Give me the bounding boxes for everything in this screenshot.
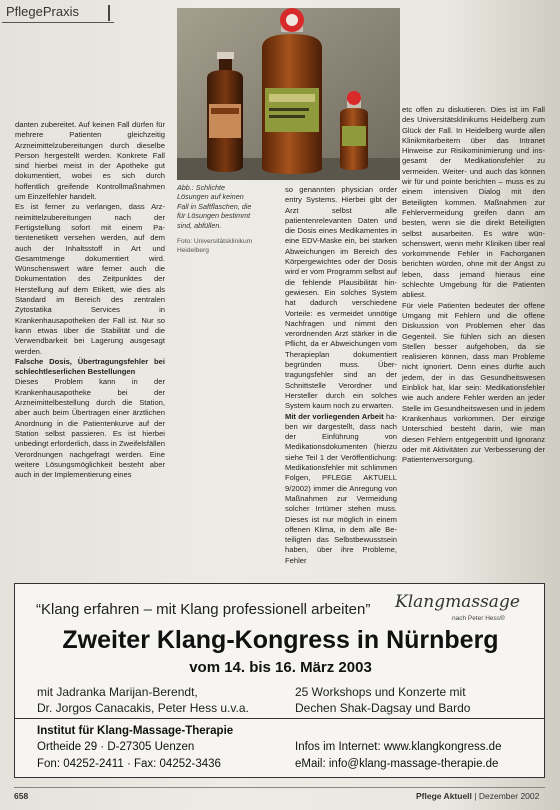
col3-para-1: etc offen zu diskutieren. Dies ist im Fall des Universitätsklinikums Heidelberg zum Glück der Fall. In Heidelberg wurde allen Klinikmitarbeitern über das Intranet Hinweise zur Risikominimierung und insgesamt der Medikationsfehler zu vermeiden. Weiter- und auch das können wir für und pointe berichten – muss es zu einem intensiven Dialog mit den Beteiligten kommen. Maßnahmen zur Fehlervermeidung greifen dann am besten, wenn sie die direkt Beteiligten selbst ausarbeiten. Es wäre wünschenswert, wenn mehr Kliniken über real vorkommende Fehler in Fachorganen berichten würden, ohne mit der Angst zu leben, dass jemand hieraus eine schlechte Umgebung für die Patienten abliest. — [402, 105, 545, 300]
ad-brand-logo: Klangmassage — [395, 592, 520, 612]
ad-institute-phone: Fon: 04252-2411 · Fax: 04252-3436 — [37, 758, 221, 770]
footer-magazine: Pflege Aktuell — [416, 791, 472, 801]
col1-para-3: Dieses Problem kann in der Krankenhausapotheke bei der Arzneimittelbestellung durch die Station, aber auch beim Übertragen einer ärztlichen Anordnung in die Patientenkurve auf der Station selbst passieren. Es ist hierbei unbedingt erforderlich, dass in Zweifelsfällen Verordnungen nachgefragt werden. Eine weitere Lösungsmöglichkeit besteht aber auch in der Implementierung eines — [15, 377, 165, 480]
article-column-2 — [285, 185, 397, 566]
ad-slogan: “Klang erfahren – mit Klang professionell arbeiten” — [36, 601, 371, 618]
photo-caption: Abb.: Schlichte Lösungen auf keinen Fall in Saftflaschen, die für Lösungen bestimmt sind, abfüllen. — [177, 183, 252, 230]
ad-contact-box — [15, 718, 544, 778]
ad-website-link[interactable]: Infos im Internet: www.klangkongress.de — [295, 741, 502, 753]
footer-separator: | — [474, 791, 477, 801]
footer-rule — [14, 787, 545, 788]
col1-para-1: danten zubereitet. Auf keinen Fall dürfen für mehrere Patienten gleichzeitig Arzneimittelzubereitungen durch dieselbe Person hergestellt werden. Konkrete Fall sind hierbei meist in der Apotheke gut dokumentiert, wobei es sich durch hoffentlich greifende Kontrollmaßnahmen um Einzelfehler handelt. — [15, 120, 165, 202]
section-bar — [108, 5, 110, 21]
col1-para-2: Es ist ferner zu verlangen, dass Arzneimittelzubereitungen nach der Fertigstellung sofort mit einem Patientenetikett versehen werden, auf dem auch der Inhaltsstoff in Art und Gesamtmenge dokumentiert wird. Wünschenswert wäre ferner auch die Dokumentation des Zeitpunktes der Herstellung auf dem Etikett, wie dies als Standard im Bereich des zentralen Zytostatika Services in Krankenhausapotheken der Fall ist. Nur so kann etwas über die Stabilität und die Verwendbarkeit bei Lagerung ausgesagt werden. — [15, 202, 165, 356]
footer-issue: Dezember 2002 — [478, 791, 540, 801]
page-number: 658 — [14, 791, 29, 801]
klang-kongress-advertisement — [14, 583, 545, 778]
section-header — [2, 2, 114, 23]
ad-speakers-line-2: Dr. Jorgos Canacakis, Peter Hess u.v.a. — [37, 701, 249, 715]
ad-speakers-line-1: mit Jadranka Marijan-Berendt, — [37, 685, 198, 699]
ad-institute-address: Ortheide 29 · D-27305 Uenzen — [37, 741, 195, 753]
col2-lead-bold: Mit der vorliegenden Arbeit — [285, 411, 384, 421]
col3-para-2: Für viele Patienten bedeutet der offene Umgang mit Fehlern und die offene Diskussion von Problemen eher das Gegenteil. Sie fühlen sich an diesen Stellen besser aufgehoben, da sie realisieren können, dass man Probleme nicht ignoriert. Denn eines dürfte auch jedem, der in das Gesundheitswesen Einblick hat, klar sein: Medikationsfehler wie auch andere Fehler werden an jeder Stelle im Gesundheitswesen und in jedem Krankenhaus vorkommen. Der einzige Unterschied besteht darin, wie man diesen Fehlern entgegentritt und Ignoranz oder mit Aktivitäten zur Verbesserung der Patientenversorgung. — [402, 300, 545, 465]
photo-credit: Foto: Universitätsklinikum Heidelberg — [177, 238, 253, 254]
col1-subheading: Falsche Dosis, Übertragungsfehler bei schlechtleserlichen Bestellungen — [15, 356, 165, 377]
ad-dates: vom 14. bis 16. März 2003 — [189, 659, 372, 676]
col2-para-2: haben wir dargestellt, dass nach der Einführung von Medikationsdokumenten (hierzu siehe Teil 1 der Veröffentlichung: Medikationsfehler mit schlimmen Folgen, PFLEGE AKTUELL 9/2002) immer die Anregung von Maßnahmen zur Vermeidung solcher Irrtümer stehen muss. Dieses ist nur möglich in einem offenen Klima, in dem alle Beteiligten das Selbstbewusstsein haben, über ihre Probleme, Fehler — [285, 411, 397, 565]
bottles-illustration — [177, 8, 400, 180]
col2-para-1: so genannten physician order entry Systems. Hierbei gibt der Arzt selbst alle patientenrelevanten Daten und die Dosis eines Medikamentes in eine EDV-Maske ein, bei starken Abweichungen im Bereich des Körpergewichtes oder der Dosis wird er vom Programm selbst auf die fehlende Plausibilität hingewiesen. Ein solches System hat dadurch verschiedene Vorteile: es vermeidet unnötige Nachfragen und nimmt den verordnenden Arzt stärker in die Pflicht, da er Abweichungen vom Therapieplan dokumentiert begründen muss. Übertragungsfehler sind an der Schnittstelle Verordner und Hersteller durch ein solches System kaum noch zu erwarten. — [285, 185, 397, 411]
ad-email-link[interactable]: eMail: info@klang-massage-therapie.de — [295, 758, 499, 770]
footer-publication — [416, 791, 539, 801]
article-column-3 — [402, 105, 545, 465]
ad-headline: Zweiter Klang-Kongress in Nürnberg — [62, 626, 499, 654]
ad-institute-name: Institut für Klang-Massage-Therapie — [37, 725, 234, 737]
ad-workshops-line-1: 25 Workshops und Konzerte mit — [295, 685, 466, 699]
ad-workshops-line-2: Dechen Shak-Dagsay und Bardo — [295, 701, 471, 715]
article-column-1 — [15, 120, 165, 480]
ad-brand-subtitle: nach Peter Hess® — [452, 615, 505, 622]
section-title: PflegePraxis — [6, 4, 79, 19]
medicine-bottles-photo — [177, 8, 400, 180]
